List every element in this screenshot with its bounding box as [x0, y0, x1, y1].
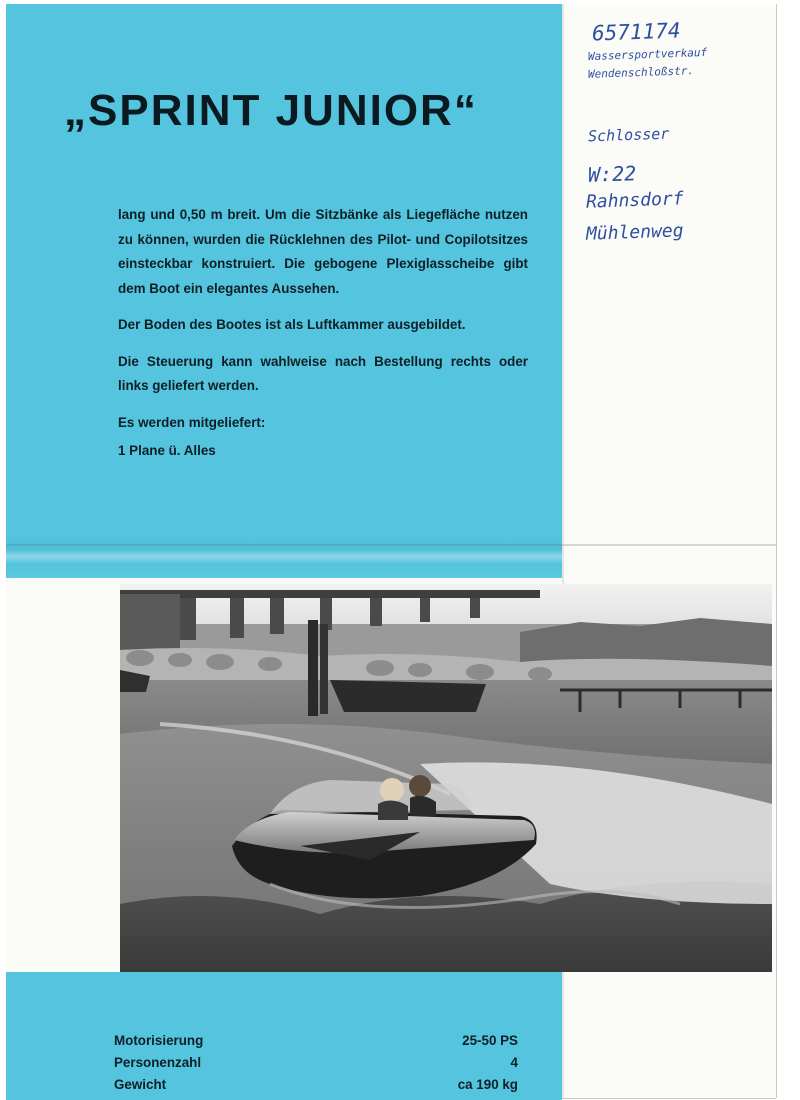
paragraph-floor: Der Boden des Bootes ist als Luftkammer ausgebildet.: [118, 317, 466, 332]
handwritten-line: Wassersportverkauf: [587, 45, 708, 64]
photo-illustration: [120, 584, 772, 972]
handwritten-line: Rahnsdorf: [585, 188, 684, 213]
handwritten-number: 6571174: [591, 18, 681, 46]
horizontal-fold-line: [6, 544, 776, 546]
handwritten-line: Wendenschloßstr.: [587, 64, 695, 81]
speedboat-photo: [120, 584, 772, 972]
spec-label: Motorisierung: [114, 1033, 204, 1048]
spec-row: [114, 1074, 518, 1096]
handwritten-line: Mühlenweg: [585, 220, 684, 245]
spec-value: 25-50 PS: [462, 1033, 518, 1048]
handwritten-line: Schlosser: [587, 124, 670, 146]
fold-crease: [6, 530, 562, 578]
page-title: „SPRINT JUNIOR“: [64, 86, 478, 135]
paragraph-steering: Die Steuerung kann wahlweise nach Bestellung rechts oder links geliefert werden.: [118, 353, 528, 393]
paragraph-included-item: 1 Plane ü. Alles: [118, 443, 216, 458]
spec-value: 4: [510, 1055, 518, 1070]
paragraph-dimensions: lang und 0,50 m breit. Um die Sitzbänke als Liegefläche nutzen zu können, wurden die Rücklehnen des Pilot- und Copilotsitzes einsteckbar konstruiert. Die gebogene Plexiglasscheibe gibt dem Boot ein elegantes Aussehen.: [118, 207, 528, 296]
specifications-table: [114, 1030, 518, 1096]
spec-value: ca 190 kg: [457, 1077, 518, 1092]
paragraph-included-heading: Es werden mitgeliefert:: [118, 414, 266, 430]
spec-label: Gewicht: [114, 1077, 167, 1092]
spec-row: [114, 1052, 518, 1074]
spec-row: [114, 1030, 518, 1052]
description-text: [118, 203, 528, 476]
spec-label: Personenzahl: [114, 1055, 202, 1070]
handwritten-line: W:22: [587, 161, 637, 187]
